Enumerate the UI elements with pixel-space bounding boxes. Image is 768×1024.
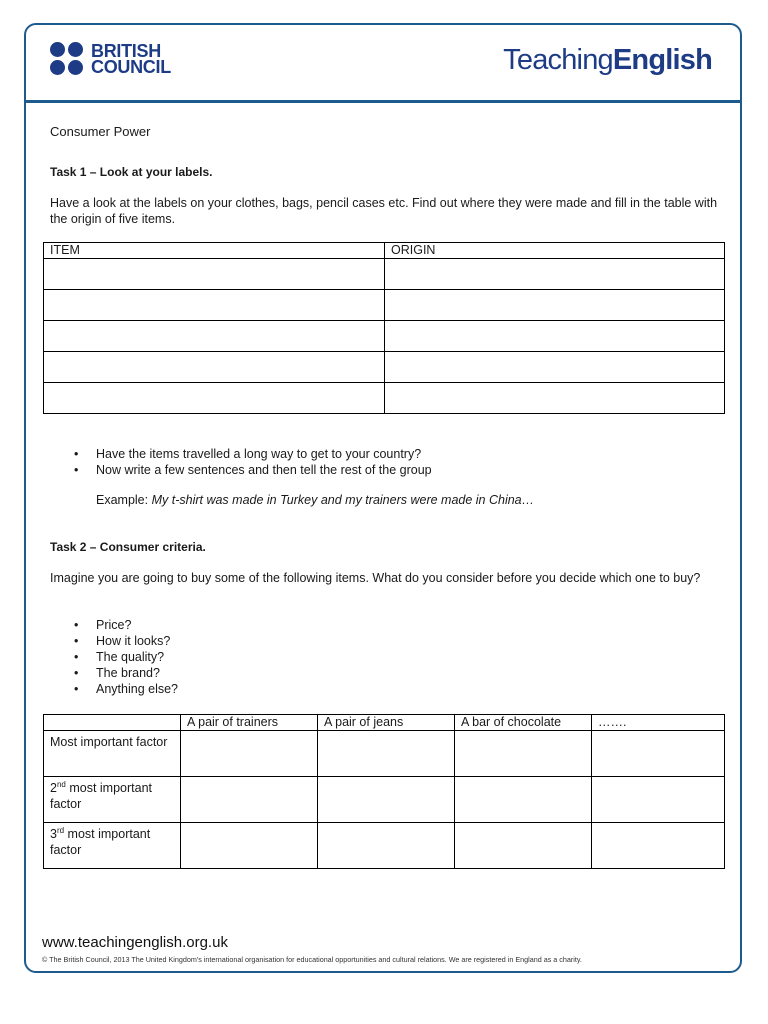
table-row: [44, 321, 725, 352]
row-label: 3rd most important factor: [44, 823, 181, 869]
origin-column-header: ORIGIN: [385, 243, 725, 259]
criteria-corner-cell: [44, 715, 181, 731]
table-row: [44, 731, 725, 777]
british-council-dots-icon: [50, 42, 83, 75]
table-row: [44, 352, 725, 383]
origin-cell[interactable]: [385, 321, 725, 352]
example-sentence: Example: My t-shirt was made in Turkey and my trainers were made in China…: [96, 493, 535, 507]
british-council-wordmark: BRITISH COUNCIL: [91, 40, 171, 77]
criteria-cell[interactable]: [455, 823, 592, 869]
item-cell[interactable]: [44, 259, 385, 290]
origin-cell[interactable]: [385, 352, 725, 383]
item-cell[interactable]: [44, 290, 385, 321]
table-header-row: [44, 715, 725, 731]
task2-bullets: [72, 617, 178, 697]
table-header-row: [44, 243, 725, 259]
item-cell[interactable]: [44, 383, 385, 414]
british-council-logo: [50, 42, 171, 75]
jeans-column-header: A pair of jeans: [318, 715, 455, 731]
list-item: • Price?: [72, 617, 178, 633]
row-label: 2nd most important factor: [44, 777, 181, 823]
criteria-cell[interactable]: [455, 777, 592, 823]
criteria-cell[interactable]: [318, 823, 455, 869]
task2-heading: Task 2 – Consumer criteria.: [50, 540, 206, 554]
criteria-cell[interactable]: [592, 731, 725, 777]
criteria-cell[interactable]: [592, 777, 725, 823]
task1-heading: Task 1 – Look at your labels.: [50, 165, 213, 179]
page-title: Consumer Power: [50, 124, 151, 139]
table-row: [44, 823, 725, 869]
table-row: [44, 290, 725, 321]
origin-cell[interactable]: [385, 259, 725, 290]
item-column-header: ITEM: [44, 243, 385, 259]
list-item: • Anything else?: [72, 681, 178, 697]
list-item: • Now write a few sentences and then tell the rest of the group: [72, 462, 432, 478]
list-item: • The brand?: [72, 665, 178, 681]
origin-cell[interactable]: [385, 383, 725, 414]
list-item: • The quality?: [72, 649, 178, 665]
criteria-cell[interactable]: [455, 731, 592, 777]
header-divider: [24, 100, 742, 103]
table-row: [44, 383, 725, 414]
criteria-cell[interactable]: [318, 731, 455, 777]
criteria-cell[interactable]: [318, 777, 455, 823]
task1-intro: Have a look at the labels on your clothes, bags, pencil cases etc. Find out where they were made and fill in the table with the origin of five items.: [50, 196, 718, 226]
criteria-cell[interactable]: [181, 823, 318, 869]
task2-intro: Imagine you are going to buy some of the following items. What do you consider before you decide which one to buy?: [50, 571, 701, 585]
chocolate-column-header: A bar of chocolate: [455, 715, 592, 731]
row-label: Most important factor: [44, 731, 181, 777]
trainers-column-header: A pair of trainers: [181, 715, 318, 731]
table-row: [44, 777, 725, 823]
origin-table: [43, 242, 725, 414]
table-row: [44, 259, 725, 290]
criteria-cell[interactable]: [592, 823, 725, 869]
origin-cell[interactable]: [385, 290, 725, 321]
footer-copyright: © The British Council, 2013 The United Kingdom's international organisation for educational opportunities and cultural relations. We are registered in England as a charity.: [42, 955, 582, 964]
criteria-cell[interactable]: [181, 731, 318, 777]
item-cell[interactable]: [44, 321, 385, 352]
teaching-english-logo: TeachingEnglish: [503, 44, 712, 76]
item-cell[interactable]: [44, 352, 385, 383]
list-item: • How it looks?: [72, 633, 178, 649]
criteria-cell[interactable]: [181, 777, 318, 823]
footer-url[interactable]: www.teachingenglish.org.uk: [42, 934, 228, 951]
other-column-header: …….: [592, 715, 725, 731]
criteria-table: [43, 714, 725, 869]
list-item: • Have the items travelled a long way to get to your country?: [72, 446, 432, 462]
task1-bullets: [72, 446, 432, 478]
